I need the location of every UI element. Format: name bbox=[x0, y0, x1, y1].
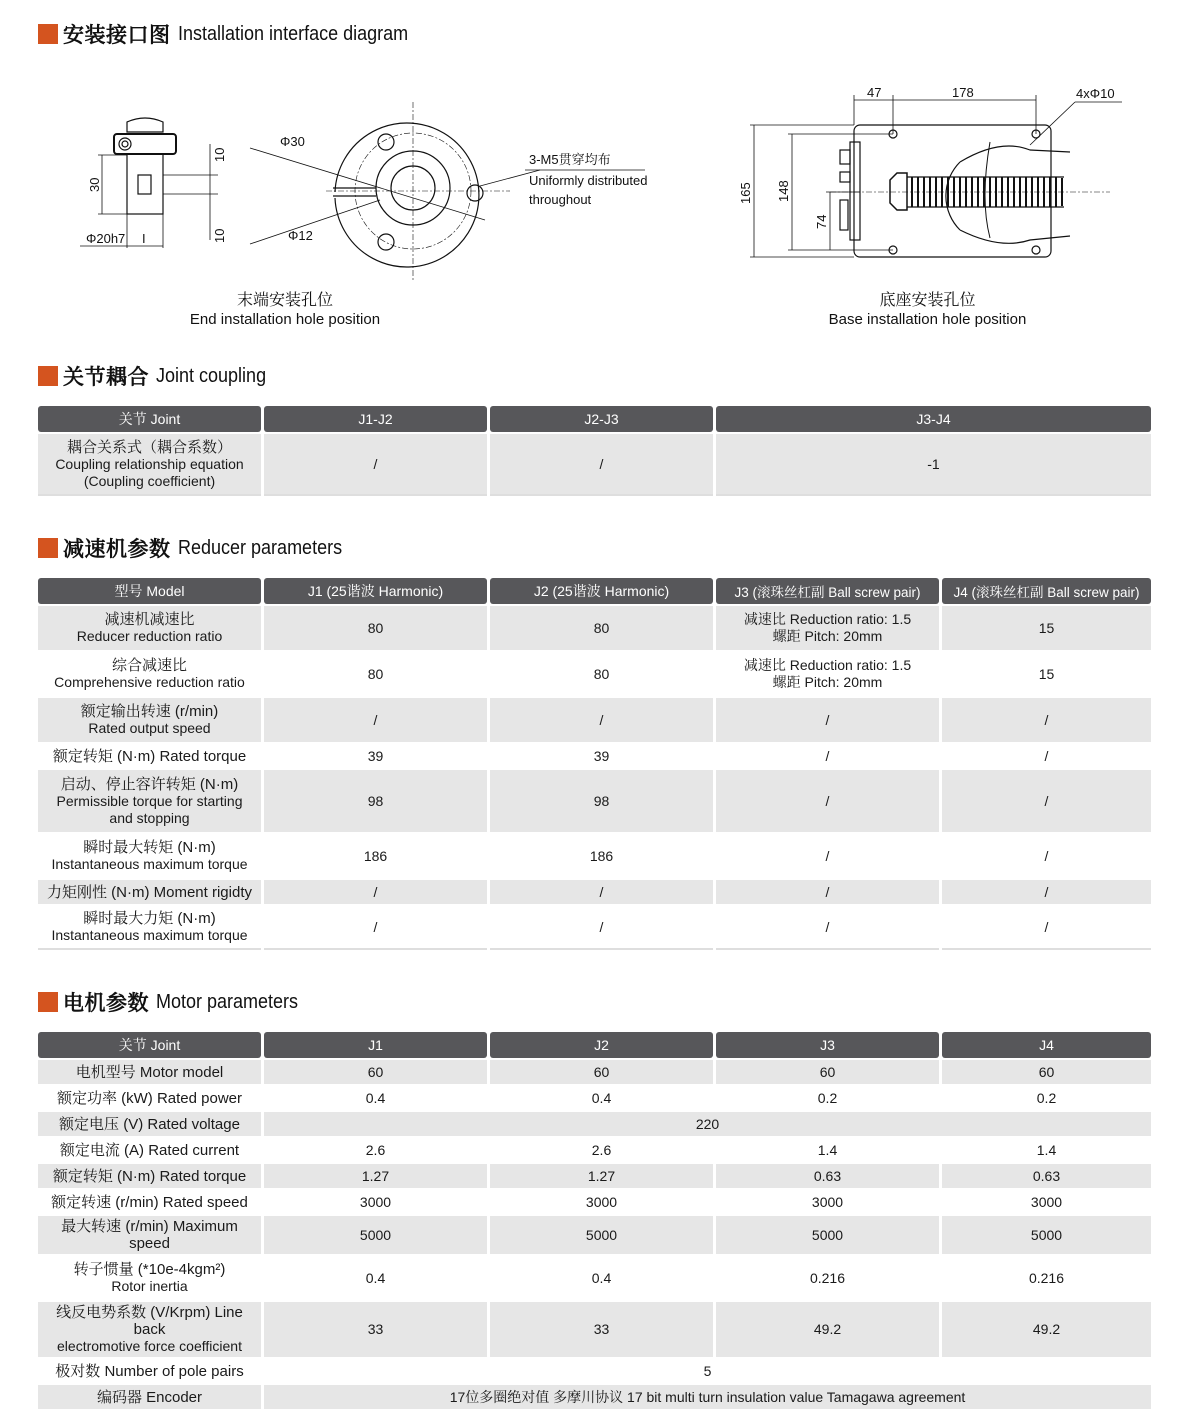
label-cn: 额定输出转速 (r/min) bbox=[80, 703, 219, 720]
header-j1: J1 bbox=[264, 1032, 487, 1058]
label-cn: 线反电势系数 (V/Krpm) Line back bbox=[56, 1304, 243, 1338]
cell-value: 3000 bbox=[264, 1190, 487, 1214]
label-en: Instantaneous maximum torque bbox=[51, 856, 248, 872]
cell-value: 2.6 bbox=[264, 1138, 487, 1162]
table-row bbox=[38, 1359, 1151, 1383]
cell-value: / bbox=[264, 434, 487, 496]
cell-value: 0.4 bbox=[264, 1086, 487, 1110]
end-caption-cn: 末端安装孔位 bbox=[236, 292, 333, 309]
label-cn: 力矩刚性 (N·m) Moment rigidty bbox=[46, 883, 252, 901]
label-en: (Coupling coefficient) bbox=[83, 472, 216, 489]
cell-value: 39 bbox=[264, 744, 487, 768]
section-title-installation bbox=[38, 20, 433, 48]
row-label bbox=[38, 744, 261, 768]
cell-value: 39 bbox=[490, 744, 713, 768]
label-en: Coupling relationship equation bbox=[55, 455, 244, 472]
label-en: Instantaneous maximum torque bbox=[51, 927, 248, 943]
header-j2: J2 bbox=[490, 1032, 713, 1058]
cell-value: 5000 bbox=[264, 1216, 487, 1254]
table-row bbox=[38, 1164, 1151, 1188]
cell-line: 减速比 Reduction ratio: 1.5 bbox=[743, 611, 912, 627]
section-title-cn: 电机参数 bbox=[63, 992, 149, 1015]
cell-value: 1.27 bbox=[490, 1164, 713, 1188]
cell-value: / bbox=[716, 744, 939, 768]
dim-length-30: 30 bbox=[87, 177, 102, 192]
shaft-top-cap bbox=[127, 118, 163, 132]
label-cn: 启动、停止容许转矩 (N·m) bbox=[60, 775, 239, 793]
table-row bbox=[38, 606, 1151, 650]
cell-value: 60 bbox=[264, 1060, 487, 1084]
cell-value: / bbox=[716, 770, 939, 832]
row-label bbox=[38, 606, 261, 650]
table-row bbox=[38, 1112, 1151, 1136]
section-title-motor bbox=[38, 988, 314, 1016]
label-cn: 电机型号 Motor model bbox=[75, 1063, 224, 1081]
row-label bbox=[38, 1138, 261, 1162]
label-cn: 额定转矩 (N·m) Rated torque bbox=[52, 1167, 247, 1185]
cell-value: / bbox=[264, 880, 487, 904]
dim-d12: Φ12 bbox=[288, 228, 313, 243]
section-marker-icon bbox=[38, 538, 58, 558]
motor-table bbox=[35, 1030, 1154, 1411]
section-title-reducer bbox=[38, 534, 360, 562]
header-joint: 关节 Joint bbox=[38, 1032, 261, 1058]
table-row bbox=[38, 1256, 1151, 1300]
cell-value: 5000 bbox=[716, 1216, 939, 1254]
section-title-coupling bbox=[38, 362, 278, 390]
cell-value: 2.6 bbox=[490, 1138, 713, 1162]
cell-value: 3000 bbox=[716, 1190, 939, 1214]
label-cn: 转子惯量 (*10e-4kgm²) bbox=[73, 1261, 226, 1278]
cell-value: -1 bbox=[716, 434, 1151, 496]
row-label bbox=[38, 1060, 261, 1084]
cell-value: 0.63 bbox=[716, 1164, 939, 1188]
header-j4: J4 bbox=[942, 1032, 1151, 1058]
dim-178: 178 bbox=[952, 85, 974, 100]
section-title-en: Motor parameters bbox=[156, 990, 299, 1013]
label-cn: 额定电压 (V) Rated voltage bbox=[59, 1115, 240, 1133]
cell-value: 80 bbox=[264, 606, 487, 650]
dim-shaft-diameter: Φ20h7 bbox=[86, 231, 126, 246]
header-model: 型号 Model bbox=[38, 578, 261, 604]
cell-value: / bbox=[716, 834, 939, 878]
label-cn: 额定转速 (r/min) Rated speed bbox=[51, 1193, 248, 1211]
cell-value: 0.2 bbox=[942, 1086, 1151, 1110]
cell-value: / bbox=[942, 880, 1151, 904]
cell-value: / bbox=[264, 698, 487, 742]
cell-value: 98 bbox=[264, 770, 487, 832]
label-cn: 额定转矩 (N·m) Rated torque bbox=[52, 747, 247, 765]
cell-value: 3000 bbox=[942, 1190, 1151, 1214]
reducer-table bbox=[35, 576, 1154, 952]
dim-bottom-10: 10 bbox=[212, 228, 227, 243]
dim-d30: Φ30 bbox=[280, 134, 305, 149]
label-cn: 减速机减速比 bbox=[104, 611, 195, 628]
row-label bbox=[38, 1086, 261, 1110]
cell-line: 螺距 Pitch: 20mm bbox=[772, 674, 883, 690]
row-label bbox=[38, 1112, 261, 1136]
cell-value-span: 17位多圈绝对值 多摩川协议 17 bit multi turn insulation value Tamagawa agreement bbox=[264, 1385, 1151, 1409]
section-marker-icon bbox=[38, 992, 58, 1012]
section-title-en: Reducer parameters bbox=[177, 536, 342, 559]
label-cn: 最大转速 (r/min) Maximum speed bbox=[61, 1218, 238, 1252]
dim-47: 47 bbox=[867, 85, 882, 100]
end-diagram-caption bbox=[160, 291, 410, 329]
row-label bbox=[38, 1190, 261, 1214]
row-label bbox=[38, 834, 261, 878]
dim-74: 74 bbox=[814, 214, 829, 229]
cell-value: 15 bbox=[942, 652, 1151, 696]
dim-i: I bbox=[142, 231, 146, 246]
cell-value: / bbox=[490, 880, 713, 904]
row-label bbox=[38, 770, 261, 832]
table-row bbox=[38, 1138, 1151, 1162]
cell-value: 60 bbox=[942, 1060, 1151, 1084]
row-label bbox=[38, 1385, 261, 1409]
row-label bbox=[38, 906, 261, 950]
cell-value: / bbox=[490, 434, 713, 496]
table-row bbox=[38, 1385, 1151, 1409]
header-j3-j4: J3-J4 bbox=[716, 406, 1151, 432]
end-caption-en: End installation hole position bbox=[189, 311, 381, 328]
cell-line: 减速比 Reduction ratio: 1.5 bbox=[743, 657, 912, 673]
coupling-table bbox=[35, 404, 1154, 498]
label-en: Reducer reduction ratio bbox=[76, 628, 223, 644]
dim-top-10: 10 bbox=[212, 147, 227, 162]
cell-value-span: 5 bbox=[264, 1359, 1151, 1383]
row-label bbox=[38, 1359, 261, 1383]
label-en: Comprehensive reduction ratio bbox=[54, 674, 245, 690]
dim-165: 165 bbox=[738, 182, 753, 204]
cell-value: 0.4 bbox=[264, 1256, 487, 1300]
cell-value: 49.2 bbox=[942, 1302, 1151, 1357]
header-j2-j3: J2-J3 bbox=[490, 406, 713, 432]
reducer-header-row bbox=[38, 578, 1151, 604]
label-en: Rotor inertia bbox=[111, 1278, 188, 1294]
label-en: Permissible torque for starting bbox=[56, 792, 243, 809]
cell-value: / bbox=[942, 770, 1151, 832]
cell-value: 5000 bbox=[942, 1216, 1151, 1254]
section-title-cn: 关节耦合 bbox=[63, 366, 149, 389]
header-j3: J3 bbox=[716, 1032, 939, 1058]
label-en: Rated output speed bbox=[88, 720, 211, 736]
header-j3: J3 (滚珠丝杠副 Ball screw pair) bbox=[716, 578, 939, 604]
cell-value: 0.63 bbox=[942, 1164, 1151, 1188]
dim-148: 148 bbox=[776, 180, 791, 202]
section-marker-icon bbox=[38, 366, 58, 386]
cell-value: 15 bbox=[942, 606, 1151, 650]
cell-value: 186 bbox=[264, 834, 487, 878]
cell-value: / bbox=[264, 906, 487, 950]
cell-value: 33 bbox=[264, 1302, 487, 1357]
cell-value: 80 bbox=[490, 652, 713, 696]
table-row bbox=[38, 906, 1151, 950]
row-label bbox=[38, 1256, 261, 1300]
cell-value: 0.2 bbox=[716, 1086, 939, 1110]
cell-value: / bbox=[490, 906, 713, 950]
cell-value: / bbox=[942, 744, 1151, 768]
label-cn: 额定电流 (A) Rated current bbox=[59, 1141, 240, 1159]
header-j4: J4 (滚珠丝杠副 Ball screw pair) bbox=[942, 578, 1151, 604]
end-installation-diagram bbox=[70, 100, 690, 290]
cell-value: / bbox=[942, 906, 1151, 950]
label-cn: 额定功率 (kW) Rated power bbox=[56, 1089, 243, 1107]
cell-value: 80 bbox=[490, 606, 713, 650]
label-cn: 瞬时最大转矩 (N·m) bbox=[83, 839, 216, 856]
cell-value: / bbox=[716, 698, 939, 742]
section-title-cn: 减速机参数 bbox=[63, 538, 171, 561]
cell-value: 3000 bbox=[490, 1190, 713, 1214]
label-cn: 极对数 Number of pole pairs bbox=[55, 1362, 244, 1380]
table-row bbox=[38, 1060, 1151, 1084]
base-caption-cn: 底座安装孔位 bbox=[879, 292, 976, 309]
table-row bbox=[38, 834, 1151, 878]
row-label bbox=[38, 880, 261, 904]
note-3m5-cn: 3-M5贯穿均布 bbox=[529, 152, 611, 167]
section-title-en: Installation interface diagram bbox=[177, 22, 408, 45]
table-row bbox=[38, 880, 1151, 904]
cell-value: 5000 bbox=[490, 1216, 713, 1254]
label-cn: 瞬时最大力矩 (N·m) bbox=[83, 910, 216, 927]
dim-4x-holes: 4xΦ10 bbox=[1076, 86, 1115, 101]
cell-value bbox=[716, 606, 939, 650]
cell-value: 98 bbox=[490, 770, 713, 832]
table-row bbox=[38, 744, 1151, 768]
cell-value: 186 bbox=[490, 834, 713, 878]
table-row bbox=[38, 698, 1151, 742]
note-uniform-en: Uniformly distributed bbox=[529, 173, 648, 188]
coupling-header-row bbox=[38, 406, 1151, 432]
table-row bbox=[38, 1216, 1151, 1254]
table-row bbox=[38, 1190, 1151, 1214]
cell-value-span: 220 bbox=[264, 1112, 1151, 1136]
motor-header-row bbox=[38, 1032, 1151, 1058]
cell-value: / bbox=[942, 698, 1151, 742]
cell-line: 螺距 Pitch: 20mm bbox=[772, 628, 883, 644]
section-title-en: Joint coupling bbox=[156, 364, 267, 387]
row-label bbox=[38, 652, 261, 696]
cell-value: 33 bbox=[490, 1302, 713, 1357]
cell-value: 80 bbox=[264, 652, 487, 696]
table-row bbox=[38, 770, 1151, 832]
base-diagram-caption bbox=[800, 291, 1055, 329]
cell-value: 1.27 bbox=[264, 1164, 487, 1188]
table-row bbox=[38, 434, 1151, 496]
cell-value: 0.4 bbox=[490, 1086, 713, 1110]
row-label bbox=[38, 1216, 261, 1254]
cell-value: 1.4 bbox=[716, 1138, 939, 1162]
section-marker-icon bbox=[38, 24, 58, 44]
cell-value: / bbox=[490, 698, 713, 742]
cell-value: 0.216 bbox=[942, 1256, 1151, 1300]
label-cn: 耦合关系式（耦合系数） bbox=[66, 438, 232, 456]
label-en: electromotive force coefficient bbox=[57, 1338, 242, 1354]
cell-value: 60 bbox=[490, 1060, 713, 1084]
base-installation-diagram bbox=[730, 80, 1150, 270]
cell-value: / bbox=[716, 906, 939, 950]
base-caption-en: Base installation hole position bbox=[828, 311, 1027, 328]
header-joint: 关节 Joint bbox=[38, 406, 261, 432]
cell-value: 60 bbox=[716, 1060, 939, 1084]
label-cn: 编码器 Encoder bbox=[96, 1388, 203, 1406]
cell-value: 1.4 bbox=[942, 1138, 1151, 1162]
note-throughout-en: throughout bbox=[529, 192, 592, 207]
cell-value: / bbox=[716, 880, 939, 904]
table-row bbox=[38, 652, 1151, 696]
label-cn: 综合减速比 bbox=[111, 657, 187, 674]
label-en: and stopping bbox=[109, 809, 190, 826]
cell-value: / bbox=[942, 834, 1151, 878]
cell-value: 49.2 bbox=[716, 1302, 939, 1357]
cell-value: 0.4 bbox=[490, 1256, 713, 1300]
table-row bbox=[38, 1086, 1151, 1110]
row-label bbox=[38, 1164, 261, 1188]
header-j2: J2 (25谐波 Harmonic) bbox=[490, 578, 713, 604]
cell-value: 0.216 bbox=[716, 1256, 939, 1300]
header-j1-j2: J1-J2 bbox=[264, 406, 487, 432]
row-label bbox=[38, 1302, 261, 1357]
header-j1: J1 (25谐波 Harmonic) bbox=[264, 578, 487, 604]
row-label bbox=[38, 698, 261, 742]
cell-value bbox=[716, 652, 939, 696]
table-row bbox=[38, 1302, 1151, 1357]
row-label bbox=[38, 434, 261, 496]
section-title-cn: 安装接口图 bbox=[63, 24, 171, 47]
